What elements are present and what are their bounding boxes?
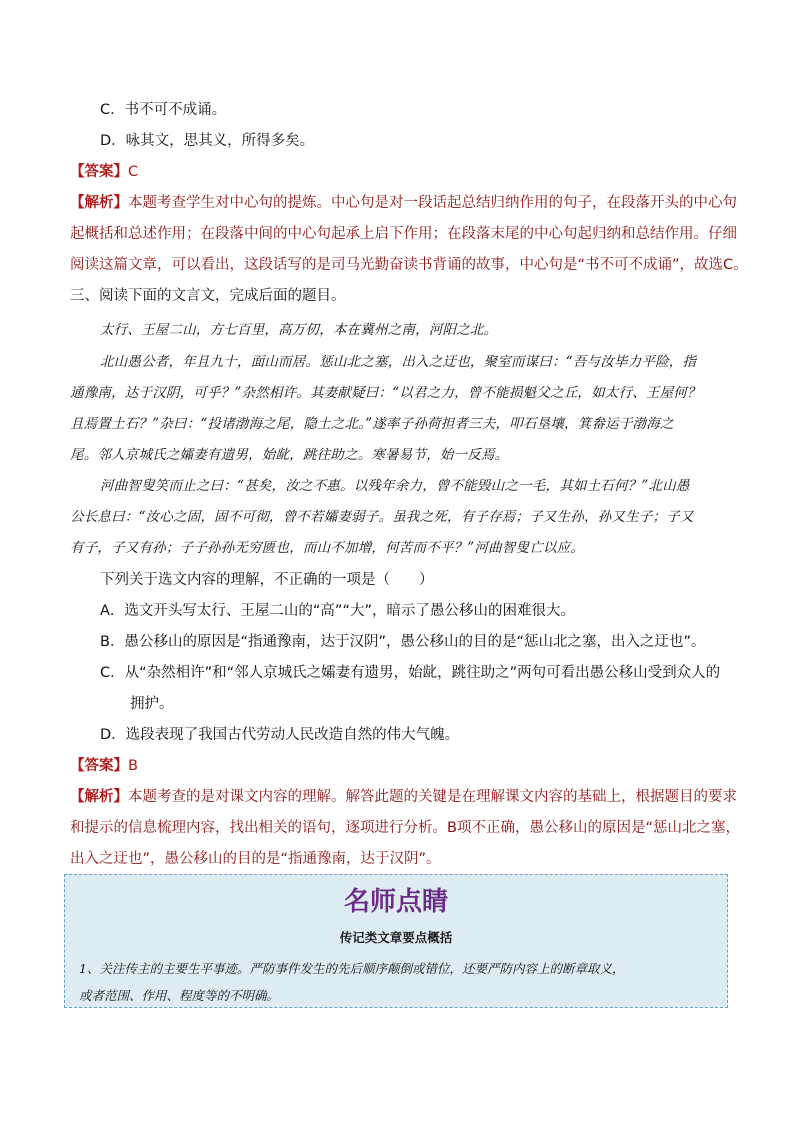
q2-analysis-line: 阅读这篇文章，可以看出，这段话写的是司马光勤奋读书背诵的故事，中心句是“书不可不成诵”，故选C。 [70,257,748,273]
answer-value: B [128,758,138,774]
q2-answer [70,162,730,182]
q2-analysis-line: 起概括和总述作用；在段落中间的中心句起承上启下作用；在段落末尾的中心句起归纳和总结作用。仔细 [70,226,737,242]
q3-analysis-line [70,787,737,807]
passage-line: 公长息曰：“汝心之固，固不可彻，曾不若孀妻弱子。虽我之死，有子存焉；子又生孙，孙又生子；子又 [70,509,694,525]
analysis-text: 本题考查的是对课文内容的理解。解答此题的关键是在理解课文内容的基础上，根据题目的要求 [128,789,737,805]
q2-option-c: C．书不可不成诵。 [100,102,227,118]
q3-option-c: C．从“杂然相许”和“邻人京城氏之孀妻有遗男，始龀，跳往助之”两句可看出愚公移山受到众人的 [100,665,721,681]
section-3-heading: 三、阅读下面的文言文，完成后面的题目。 [70,288,346,304]
analysis-tag: 【解析】 [70,195,128,211]
q2-option-d: D．咏其文，思其义，所得多矣。 [100,133,315,149]
q3-option-d: D．选段表现了我国古代劳动人民改造自然的伟大气魄。 [100,727,460,743]
q3-question: 下列关于选文内容的理解，不正确的一项是（ ） [100,572,434,588]
q3-analysis-line: 和提示的信息梳理内容，找出相关的语句，逐项进行分析。B项不正确，愚公移山的原因是“惩山北之塞， [70,820,740,836]
callout-title: 名师点睛 [343,887,448,917]
callout-line: 或者范围、作用、程度等的不明确。 [79,988,280,1003]
passage-line: 且焉置土石？”杂曰：“投诸渤海之尾，隐土之北。”遂率子孙荷担者三夫，叩石垦壤，箕畚运于渤海之 [70,416,674,432]
q3-answer [70,756,730,776]
passage-line: 河曲智叟笑而止之曰：“甚矣，汝之不惠。以残年余力，曾不能毁山之一毛，其如土石何？”北山愚 [100,478,690,494]
tip-callout-box [64,874,728,1008]
q2-analysis-line [70,193,737,213]
passage-line: 有子，子又有孙；子子孙孙无穷匮也，而山不加增，何苦而不平？”河曲智叟亡以应。 [70,540,585,556]
q3-option-c-cont: 拥护。 [130,696,174,712]
q3-option-b: B．愚公移山的原因是“指通豫南，达于汉阴”，愚公移山的目的是“惩山北之塞，出入之迂也”。 [100,634,706,650]
answer-value: C [128,164,139,180]
passage-line: 通豫南，达于汉阴，可乎？”杂然相许。其妻献疑曰：“以君之力，曾不能损魁父之丘，如太行、王屋何？ [70,385,701,401]
answer-tag: 【答案】 [70,758,128,774]
passage-line: 尾。邻人京城氏之孀妻有遗男，始龀，跳往助之。寒暑易节，始一反焉。 [70,447,509,463]
q3-option-a: A．选文开头写太行、王屋二山的“高”“大”，暗示了愚公移山的困难很大。 [100,603,575,619]
analysis-tag: 【解析】 [70,789,128,805]
callout-subtitle: 传记类文章要点概括 [339,930,453,945]
callout-line: 1、关注传主的主要生平事迹。严防事件发生的先后顺序颠倒或错位，还要严防内容上的断章取义， [79,961,625,976]
answer-tag: 【答案】 [70,164,128,180]
passage-line: 北山愚公者，年且九十，面山而居。惩山北之塞，出入之迂也，聚室而谋曰：“吾与汝毕力平险，指 [100,354,697,370]
q3-analysis-line: 出入之迂也”，愚公移山的目的是“指通豫南，达于汉阴”。 [70,851,441,867]
passage-line: 太行、王屋二山，方七百里，高万仞，本在冀州之南，河阳之北。 [100,322,498,338]
analysis-text: 本题考查学生对中心句的提炼。中心句是对一段话起总结归纳作用的句子，在段落开头的中心句 [128,195,737,211]
